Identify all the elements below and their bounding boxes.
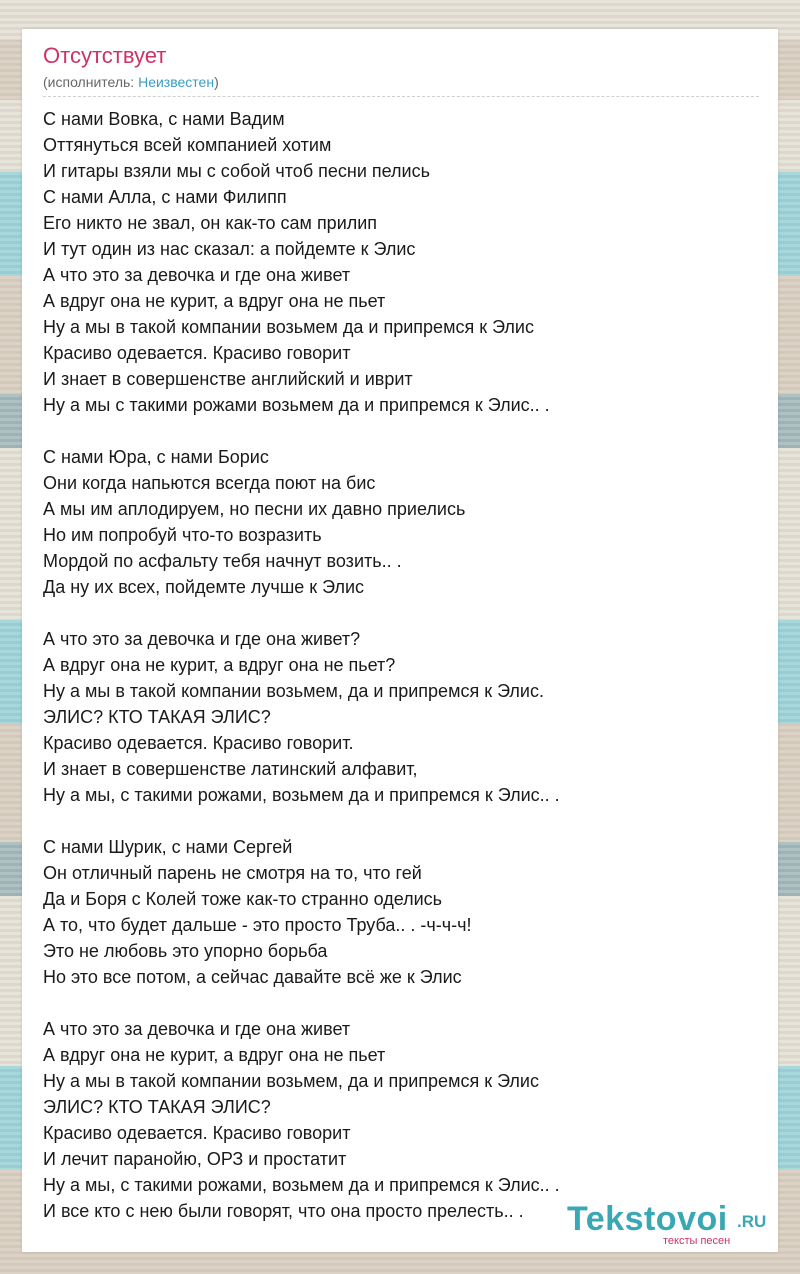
lyrics-line: А вдруг она не курит, а вдруг она не пьет — [43, 1045, 386, 1065]
lyrics-line: Красиво одевается. Красиво говорит — [43, 343, 351, 363]
artist-line — [43, 73, 219, 91]
site-logo[interactable] — [565, 1200, 770, 1252]
lyrics-line: С нами Алла, с нами Филипп — [43, 187, 287, 207]
lyrics-line: Это не любовь это упорно борьба — [43, 941, 328, 961]
lyrics-line: С нами Шурик, с нами Сергей — [43, 837, 293, 857]
lyrics-line: С нами Вовка, с нами Вадим — [43, 109, 285, 129]
lyrics-line: А что это за девочка и где она живет? — [43, 629, 361, 649]
lyrics-line: Ну а мы с такими рожами возьмем да и припремся к Элис.. . — [43, 395, 550, 415]
lyrics-line: Мордой по асфальту тебя начнут возить.. . — [43, 551, 402, 571]
lyrics-line: А то, что будет дальше - это просто Труба.. . -ч-ч-ч! — [43, 915, 472, 935]
lyrics-line: Он отличный парень не смотря на то, что гей — [43, 863, 422, 883]
lyrics-line: А мы им аплодируем, но песни их давно приелись — [43, 499, 466, 519]
logo-name: Tekstovoi — [567, 1200, 728, 1238]
logo-domain: .RU — [737, 1212, 767, 1231]
lyrics-line: И знает в совершенстве английский и иврит — [43, 369, 413, 389]
lyrics-line: А что это за девочка и где она живет — [43, 1019, 351, 1039]
lyrics-line: Но им попробуй что-то возразить — [43, 525, 322, 545]
lyrics-line: Они когда напьются всегда поют на бис — [43, 473, 376, 493]
lyrics-blank-line — [43, 808, 763, 834]
artist-suffix: ) — [214, 74, 219, 90]
lyrics-line: Ну а мы в такой компании возьмем, да и припремся к Элис — [43, 1071, 539, 1091]
lyrics-line: Ну а мы, с такими рожами, возьмем да и припремся к Элис.. . — [43, 1175, 560, 1195]
lyrics-line: С нами Юра, с нами Борис — [43, 447, 269, 467]
lyrics-line: И гитары взяли мы с собой чтоб песни пелись — [43, 161, 430, 181]
lyrics-line: Ну а мы, с такими рожами, возьмем да и припремся к Элис.. . — [43, 785, 560, 805]
lyrics-line: Ну а мы в такой компании возьмем, да и припремся к Элис. — [43, 681, 544, 701]
lyrics-line: Его никто не звал, он как-то сам прилип — [43, 213, 378, 233]
lyrics-line: А что это за девочка и где она живет — [43, 265, 351, 285]
lyrics-blank-line — [43, 418, 763, 444]
lyrics-line: ЭЛИС? КТО ТАКАЯ ЭЛИС? — [43, 707, 271, 727]
song-title: Отсутствует — [43, 43, 167, 68]
lyrics-line: И тут один из нас сказал: а пойдемте к Элис — [43, 239, 416, 259]
lyrics-line: Красиво одевается. Красиво говорит. — [43, 733, 354, 753]
lyrics-blank-line — [43, 990, 763, 1016]
lyrics-line: И все кто с нею были говорят, что она просто прелесть.. . — [43, 1201, 524, 1221]
lyrics-blank-line — [43, 600, 763, 626]
artist-link[interactable]: Неизвестен — [138, 74, 215, 90]
lyrics-line: Да и Боря с Колей тоже как-то странно оделись — [43, 889, 443, 909]
logo-tagline: тексты песен — [663, 1235, 731, 1247]
lyrics-line: И знает в совершенстве латинский алфавит, — [43, 759, 418, 779]
lyrics-line: И лечит паранойю, ОРЗ и простатит — [43, 1149, 347, 1169]
lyrics-line: А вдруг она не курит, а вдруг она не пьет — [43, 291, 386, 311]
lyrics-text — [43, 106, 763, 1224]
lyrics-line: Но это все потом, а сейчас давайте всё же к Элис — [43, 967, 462, 987]
lyrics-line: А вдруг она не курит, а вдруг она не пьет? — [43, 655, 396, 675]
lyrics-line: Оттянуться всей компанией хотим — [43, 135, 332, 155]
artist-prefix: (исполнитель: — [43, 74, 139, 90]
divider — [43, 96, 759, 97]
lyrics-line: Ну а мы в такой компании возьмем да и припремся к Элис — [43, 317, 534, 337]
lyrics-line: Красиво одевается. Красиво говорит — [43, 1123, 351, 1143]
lyrics-line: Да ну их всех, пойдемте лучше к Элис — [43, 577, 365, 597]
lyrics-card — [22, 29, 778, 1252]
lyrics-line: ЭЛИС? КТО ТАКАЯ ЭЛИС? — [43, 1097, 271, 1117]
